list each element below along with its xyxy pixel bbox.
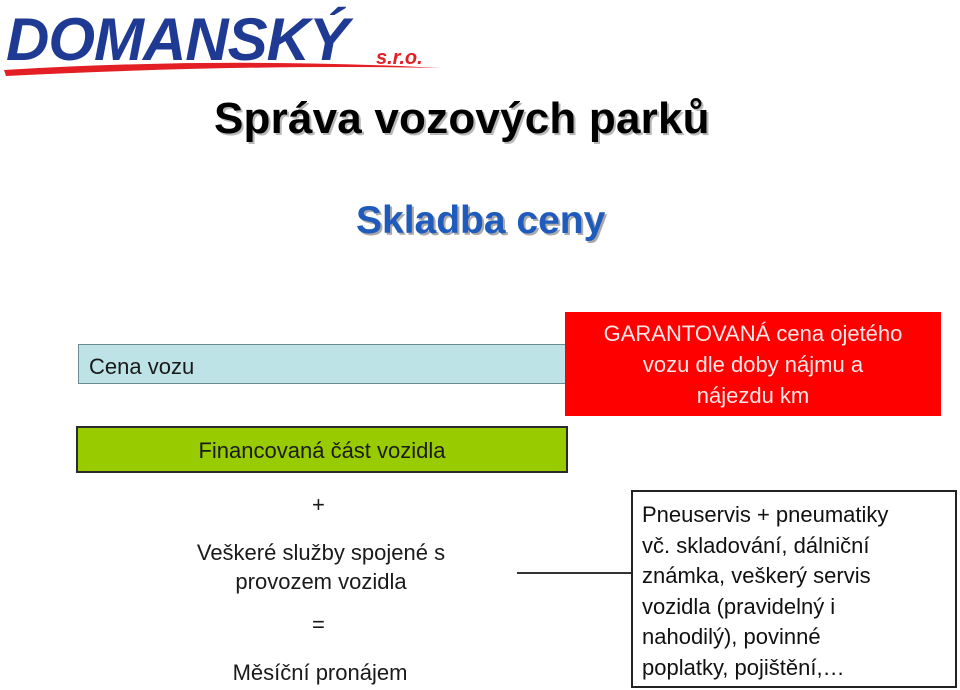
services-detail-box	[631, 490, 957, 688]
financed-part-label: Financovaná část vozidla	[198, 438, 446, 463]
monthly-rent-label: Měsíční pronájem	[232, 660, 408, 685]
services-detail-line: nahodilý), povinné	[642, 624, 821, 649]
services-detail-line: známka, veškerý servis	[642, 563, 871, 588]
services-detail-line: Pneuservis + pneumatiky	[642, 502, 889, 527]
services-detail-line: vozidla (pravidelný i	[642, 593, 836, 619]
guaranteed-price-line: nájezdu km	[696, 383, 810, 408]
company-logo	[0, 0, 470, 85]
financed-part-bar	[76, 426, 568, 473]
car-price-label: Cena vozu	[89, 354, 195, 379]
page-subtitle: Skladba ceny	[356, 199, 606, 242]
equals-sign: =	[312, 612, 325, 637]
page-title: Správa vozových parků	[214, 94, 710, 143]
services-text-line: provozem vozidla	[235, 569, 407, 594]
guaranteed-price-line: GARANTOVANÁ cena ojetého	[603, 321, 903, 346]
logo-suffix-text: s.r.o.	[376, 47, 423, 69]
services-detail-line: vč. skladování, dálniční	[642, 532, 870, 558]
services-detail-line: poplatky, pojištění,…	[642, 654, 845, 680]
plus-sign: +	[312, 492, 325, 517]
guaranteed-price-line: vozu dle doby nájmu a	[642, 352, 864, 377]
logo-brand-text: DOMANSKÝ	[6, 6, 349, 73]
services-text-line: Veškeré služby spojené s	[196, 540, 446, 565]
domansky-logo-graphic	[0, 0, 470, 85]
connector-line	[517, 572, 631, 574]
car-price-bar	[78, 344, 578, 384]
guaranteed-price-box	[565, 312, 941, 416]
